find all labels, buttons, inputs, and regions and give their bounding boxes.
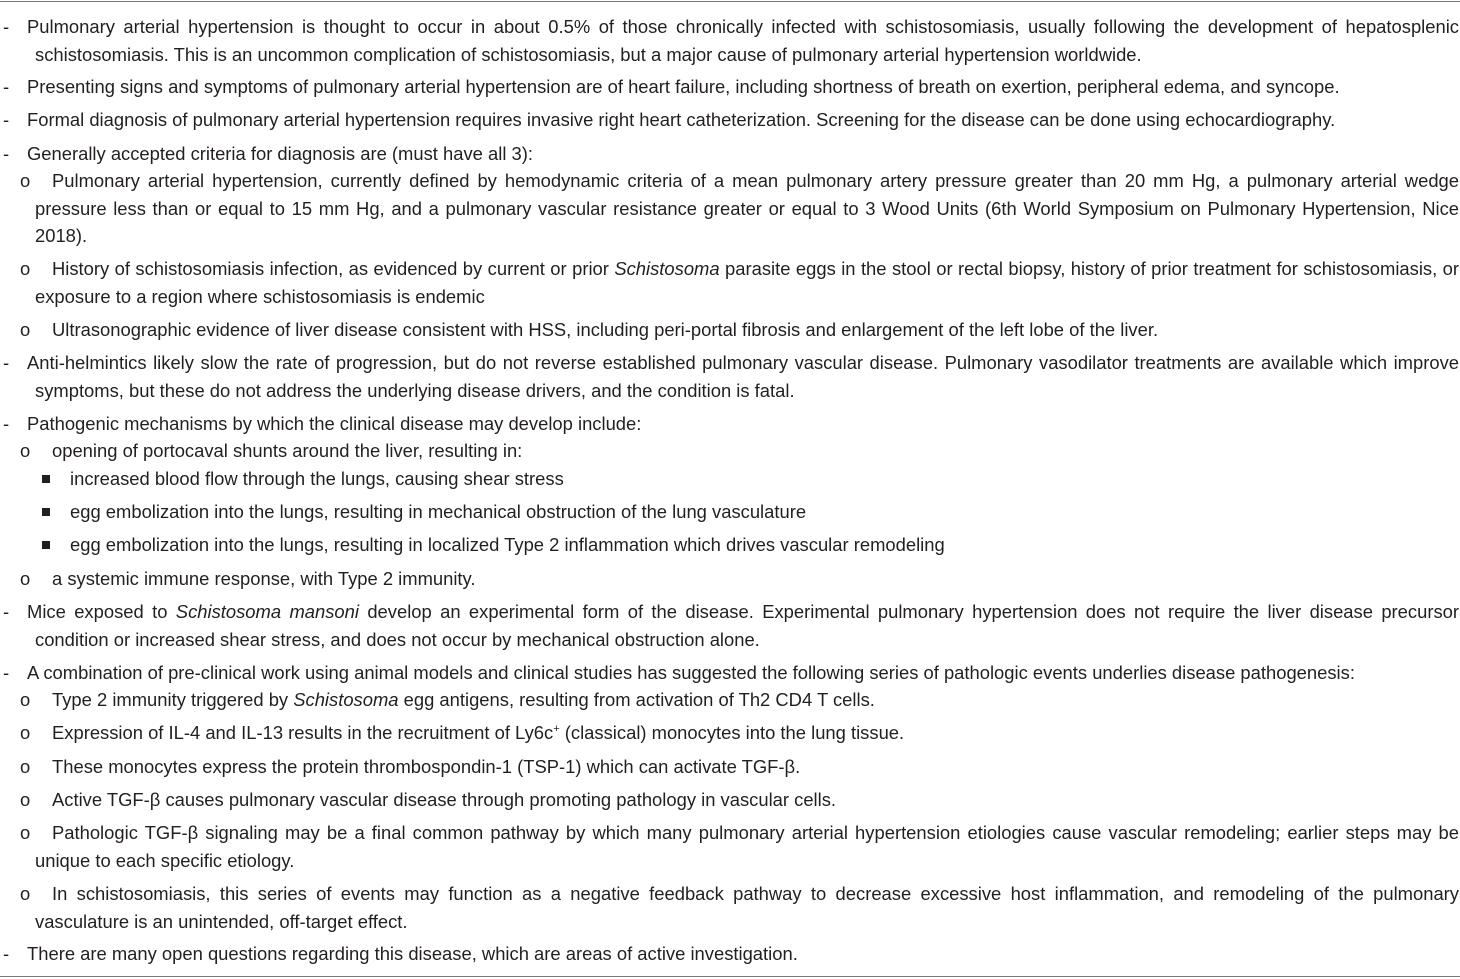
dash-marker: - xyxy=(3,143,10,164)
sub-list-item xyxy=(20,686,1459,714)
item-text: In schistosomiasis, this series of events may function as a negative feedback pathway to decrease excessive host inflammation, and remodeling of the pulmonary vasculature is an unintended, off-target effect. xyxy=(35,883,1459,932)
square-bullet-icon xyxy=(42,541,50,549)
circle-marker: o xyxy=(20,440,31,461)
dash-marker: - xyxy=(3,413,10,434)
sub-list-item xyxy=(20,880,1459,935)
item-text: Generally accepted criteria for diagnosis are (must have all 3): xyxy=(27,143,533,164)
item-text: Active TGF-β causes pulmonary vascular disease through promoting pathology in vascular cells. xyxy=(52,789,837,810)
sub-list-item xyxy=(20,565,1459,593)
dash-marker: - xyxy=(3,16,10,37)
bullet-item xyxy=(70,498,1458,526)
dash-marker: - xyxy=(3,662,10,683)
item-text: Pulmonary arterial hypertension is thought to occur in about 0.5% of those chronically infected with schistosomiasis, usually following the development of hepatosplenic schistosomiasis. This is an uncommon complication of schistosomiasis, but a major cause of pulmonary arterial hypertension worldwide. xyxy=(27,16,1459,65)
item-text: There are many open questions regarding this disease, which are areas of active investigation. xyxy=(27,943,798,964)
item-text: Type 2 immunity triggered by Schistosoma egg antigens, resulting from activation of Th2 CD4 T cells. xyxy=(52,689,875,710)
square-bullet-icon xyxy=(42,508,50,516)
item-text: Ultrasonographic evidence of liver disease consistent with HSS, including peri-portal fibrosis and enlargement of the left lobe of the liver. xyxy=(52,319,1159,340)
circle-marker: o xyxy=(20,568,31,589)
circle-marker: o xyxy=(20,170,31,191)
dash-marker: - xyxy=(3,943,10,964)
circle-marker: o xyxy=(20,258,31,279)
dash-marker: - xyxy=(3,76,10,97)
dash-marker: - xyxy=(3,109,10,130)
sub-list-item xyxy=(20,719,1459,747)
item-text: Pulmonary arterial hypertension, currently defined by hemodynamic criteria of a mean pulmonary artery pressure greater than 20 mm Hg, a pulmonary arterial wedge pressure less than or equal to 15 mm Hg, and a pulmonary vascular resistance greater or equal to 3 Wood Units (6th World Symposium on Pulmonary Hypertension, Nice 2018). xyxy=(35,170,1459,246)
top-rule xyxy=(0,1,1460,2)
sub-list-item xyxy=(20,753,1459,781)
bullet-item xyxy=(70,465,1458,493)
sub-list-item xyxy=(20,316,1459,344)
list-item xyxy=(3,598,1459,653)
sub-list-item xyxy=(20,167,1459,250)
circle-marker: o xyxy=(20,756,31,777)
item-text: Pathogenic mechanisms by which the clinical disease may develop include: xyxy=(27,413,642,434)
item-text: egg embolization into the lungs, resulting in mechanical obstruction of the lung vasculature xyxy=(70,501,807,522)
sub-list-item xyxy=(20,255,1460,310)
item-text: Formal diagnosis of pulmonary arterial hypertension requires invasive right heart catheterization. Screening for the disease can be done using echocardiography. xyxy=(27,109,1336,130)
sub-list-item xyxy=(20,437,1459,465)
item-text: Expression of IL-4 and IL-13 results in the recruitment of Ly6c+ (classical) monocytes into the lung tissue. xyxy=(52,722,905,743)
circle-marker: o xyxy=(20,319,31,340)
item-text: Pathologic TGF-β signaling may be a final common pathway by which many pulmonary arterial hypertension etiologies cause vascular remodeling; earlier steps may be unique to each specific etiology. xyxy=(35,822,1459,871)
item-text: These monocytes express the protein thrombospondin-1 (TSP-1) which can activate TGF-β. xyxy=(52,756,801,777)
square-bullet-icon xyxy=(42,475,50,483)
list-item xyxy=(3,140,1459,168)
item-text: opening of portocaval shunts around the liver, resulting in: xyxy=(52,440,523,461)
dash-marker: - xyxy=(3,352,10,373)
bullet-item xyxy=(70,531,1458,559)
item-text: increased blood flow through the lungs, causing shear stress xyxy=(70,468,564,489)
list-item xyxy=(3,410,1459,438)
circle-marker: o xyxy=(20,822,31,843)
sub-list-item xyxy=(20,786,1459,814)
item-text: Presenting signs and symptoms of pulmonary arterial hypertension are of heart failure, including shortness of breath on exertion, peripheral edema, and syncope. xyxy=(27,76,1340,97)
item-text: a systemic immune response, with Type 2 immunity. xyxy=(52,568,476,589)
item-text: Anti-helmintics likely slow the rate of progression, but do not reverse established pulmonary vascular disease. Pulmonary vasodilator treatments are available which improve symptoms, but these do not address the underlying disease drivers, and the condition is fatal. xyxy=(27,352,1459,401)
item-text: Mice exposed to Schistosoma mansoni develop an experimental form of the disease. Experimental pulmonary hypertension does not require the liver disease precursor condition or increased shear stress, and does not occur by mechanical obstruction alone. xyxy=(27,601,1459,650)
circle-marker: o xyxy=(20,789,31,810)
circle-marker: o xyxy=(20,722,31,743)
list-item xyxy=(3,940,1459,968)
item-text: History of schistosomiasis infection, as evidenced by current or prior Schistosoma parasite eggs in the stool or rectal biopsy, history of prior treatment for schistosomiasis, or exposure to a region where schistosomiasis is endemic xyxy=(35,258,1460,307)
dash-marker: - xyxy=(3,601,10,622)
list-item xyxy=(3,13,1459,68)
list-item xyxy=(3,73,1459,101)
circle-marker: o xyxy=(20,689,31,710)
circle-marker: o xyxy=(20,883,31,904)
bottom-rule xyxy=(0,976,1460,977)
item-text: egg embolization into the lungs, resulting in localized Type 2 inflammation which drives vascular remodeling xyxy=(70,534,945,555)
sub-list-item xyxy=(20,819,1459,874)
list-item xyxy=(3,659,1459,687)
list-item xyxy=(3,106,1459,134)
item-text: A combination of pre-clinical work using animal models and clinical studies has suggested the following series of pathologic events underlies disease pathogenesis: xyxy=(27,662,1355,683)
list-item xyxy=(3,349,1459,404)
